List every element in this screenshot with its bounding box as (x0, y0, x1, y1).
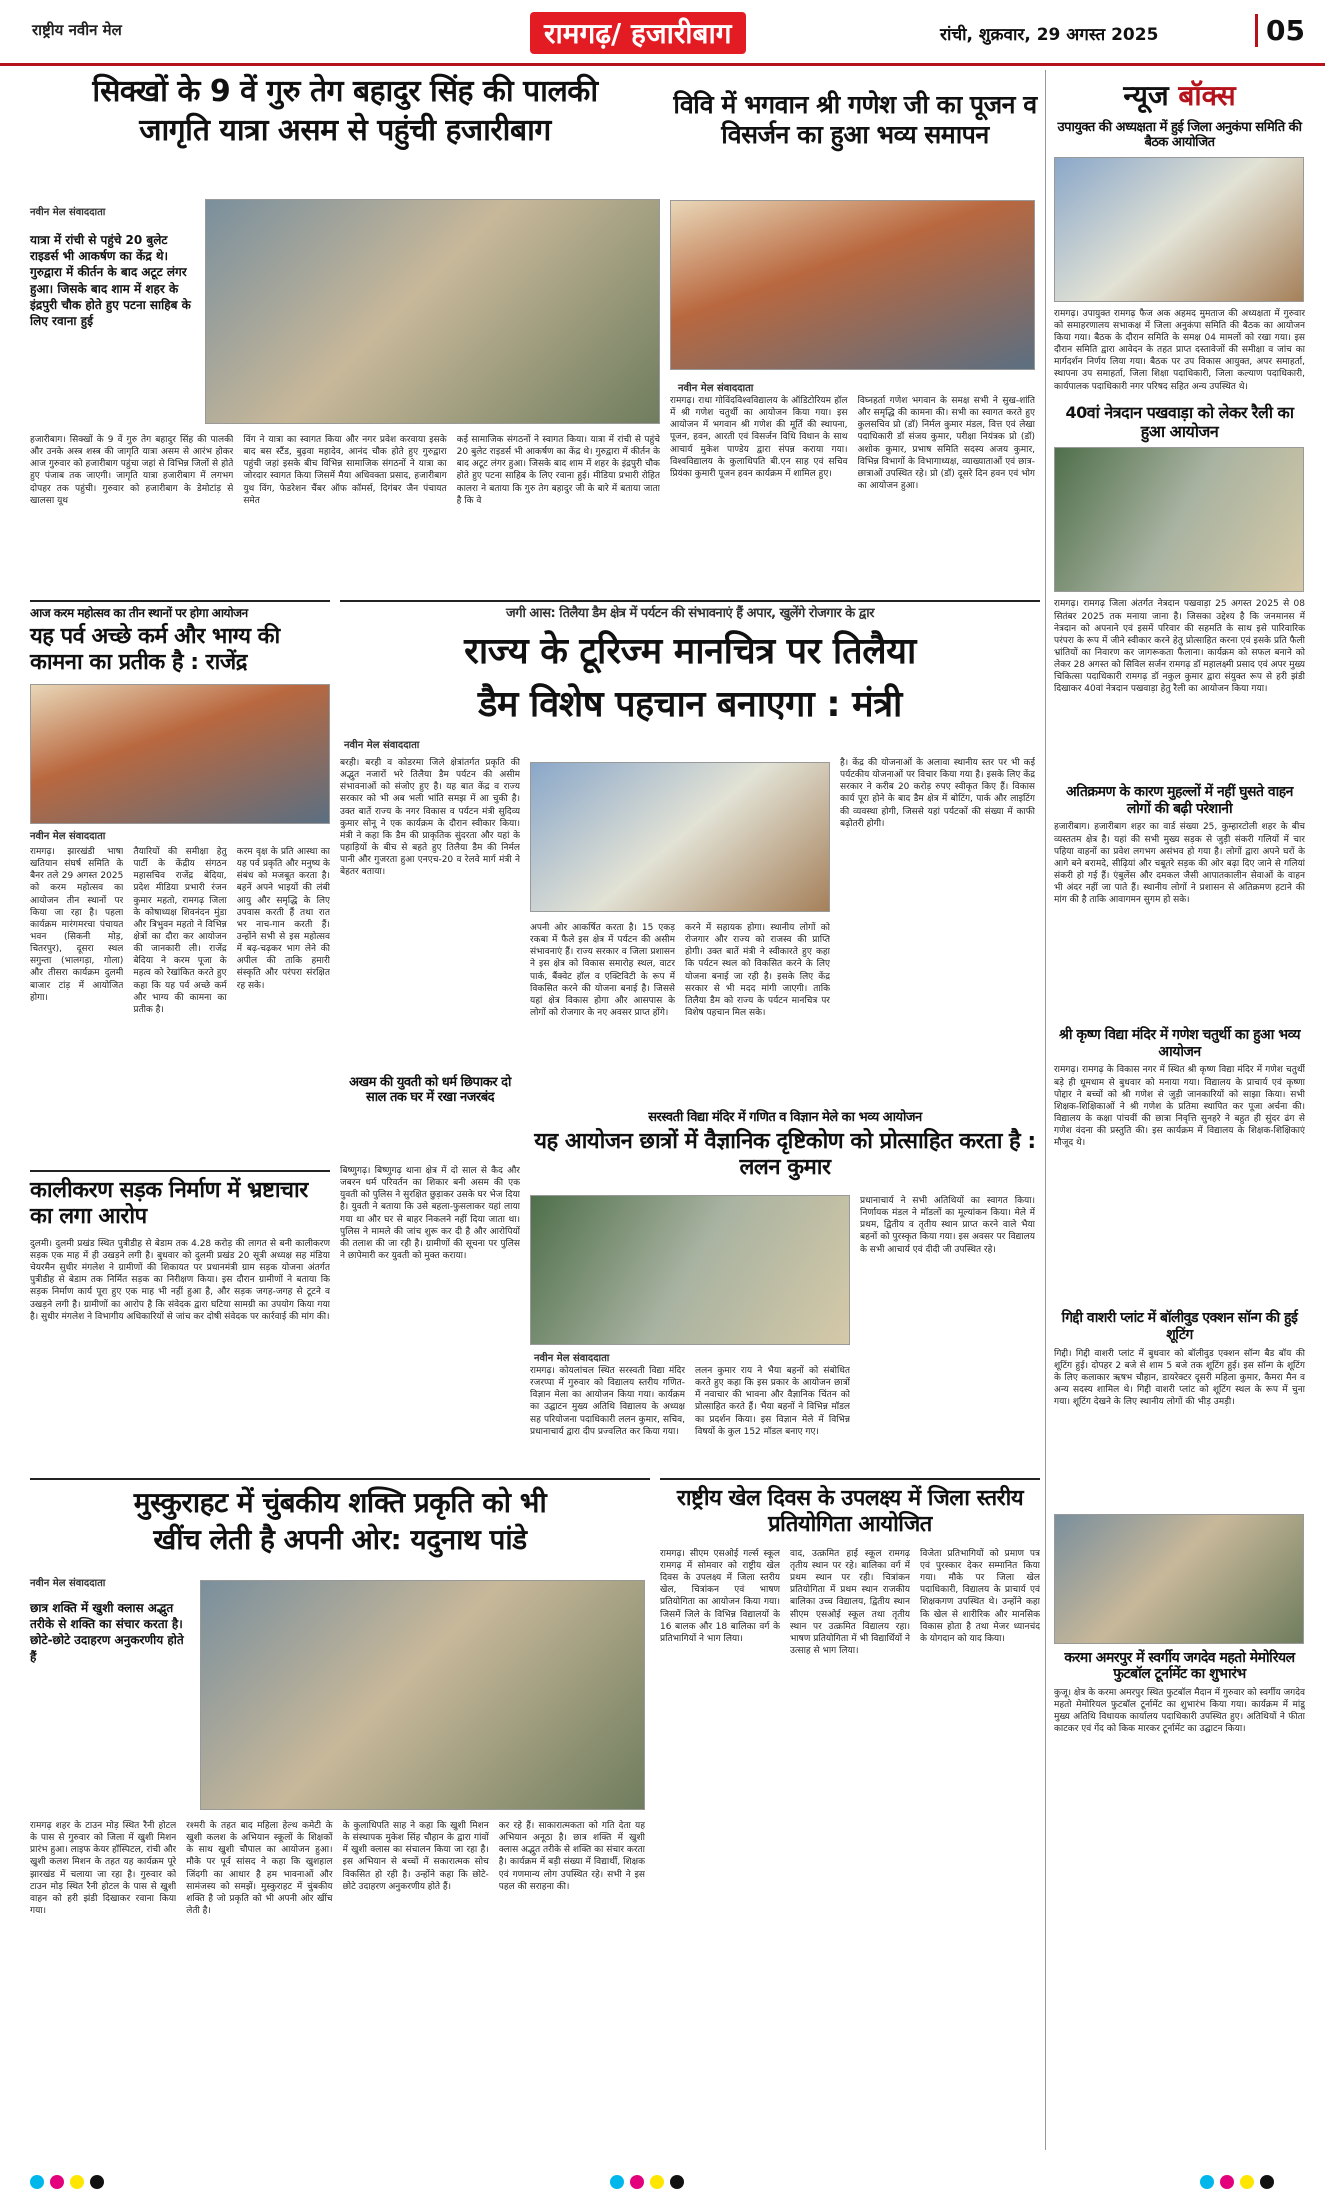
news-photo (200, 1580, 645, 1810)
headline: 40वां नेत्रदान पखवाड़ा को लेकर रैली का हुआ आयोजन (1065, 402, 1294, 441)
headline: अतिक्रमण के कारण मुहल्लों में नहीं घुसते वाहन लोगों की बढ़ी परेशानी (1066, 784, 1293, 817)
registration-dot (1260, 2175, 1274, 2189)
color-registration-marks (1200, 2175, 1274, 2189)
story-body: अपनी ओर आकर्षित करता है। 15 एकड़ रकबा में फैले इस क्षेत्र में पर्यटन की असीम संभावनाएं हैं। राज्य सरकार व जिला प्रशासन ने इस क्षेत्र को विकास समारोह स्थल, वाटर पार्क, बैंक्वेट हॉल व एक्टिविटी के रूप में विकसित करने की योजना बनाई है। जिससे यहां क्षेत्र विकास होगा और आसपास के लोगों को रोजगार के नए अवसर प्राप्त होंगे। करने में सहायक होगा। स्थानीय लोगों को रोजगार और राज्य को राजस्व की प्राप्ति होगी। उक्त बातें मंत्री ने स्वीकारते हुए कहा कि पर्यटन स्थल को विकसित करने के लिए योजना बनाई जा रही है। इसके लिए केंद्र सरकार से भी मदद मांगी जाएगी। ताकि तिलैया डैम को राज्य के पर्यटन मानचित्र पर विशेष पहचान मिल सके। (530, 923, 830, 1018)
story-body: हजारीबाग। हजारीबाग शहर का वार्ड संख्या 25, कुम्हारटोली शहर के बीच व्यस्ततम क्षेत्र है। यहां की सभी मुख्य सड़क से जुड़ी संकरी गलियों में चार पहिया वाहनों का प्रवेश लगभग असंभव हो गया है। लोगों द्वारा अपने घरों के आगे बने बरामदे, सीढ़ियां और चबूतरे सड़क की ओर बढ़ा दिए जाने से गलियां संकरी हो गई हैं। एंबुलेंस और दमकल जैसी आपातकालीन सेवाओं के वाहन भी अंदर नहीं जा पाते हैं। स्थानीय लोगों ने प्रशासन से अतिक्रमण हटाने की मांग की है ताकि आवागमन सुगम हो सके। (1054, 822, 1305, 906)
headline: मुस्कुराहट में चुंबकीय शक्ति प्रकृति को भी (133, 1486, 547, 1519)
story-ganesh-university (670, 90, 1040, 590)
news-photo (670, 200, 1035, 370)
headline: यह पर्व अच्छे कर्म और भाग्य की कामना का प्रतीक है : राजेंद्र (30, 624, 280, 676)
registration-dot (650, 2175, 664, 2189)
dateline: रांची, शुक्रवार, 29 अगस्त 2025 (940, 25, 1159, 45)
byline: नवीन मेल संवाददाता (30, 1578, 106, 1589)
headline: गिद्दी वाशरी प्लांट में बॉलीवुड एक्शन सॉन्ग की हुई शूटिंग (1061, 1310, 1298, 1343)
story-body: कुजू। क्षेत्र के करमा अमरपुर स्थित फुटबॉल मैदान में गुरुवार को स्वर्गीय जगदेव महतो मेमोरियल फुटबॉल टूर्नामेंट का शुभारंभ किया गया। कार्यक्रम में मांडू मुख्य अतिथि विधायक कार्यालय पदाधिकारी उपस्थित हुए। अतिथियों ने फीता काटकर एवं गेंद को किक मारकर टूर्नामेंट का उद्घाटन किया। (1054, 1687, 1305, 1734)
story-road-corruption (30, 1170, 330, 1470)
byline: नवीन मेल संवाददाता (534, 1353, 610, 1364)
kicker: जगी आस: तिलैया डैम क्षेत्र में पर्यटन की संभावनाएं हैं अपार, खुलेंगे रोजगार के द्वार (506, 606, 874, 621)
highlight-box: छात्र शक्ति में खुशी क्लास अद्भुत तरीके से शक्ति का संचार करता है। छोटे-छोटे उदाहरण अनुकरणीय होते हैं (30, 1601, 184, 1664)
headline: राज्य के टूरिज्म मानचित्र पर तिलैया (464, 631, 916, 673)
story-body: दुलमी। दुलमी प्रखंड स्थित पुत्रीडीह से बेडाम तक 4.28 करोड़ की लागत से बनी कालीकरण सड़क एक माह में ही उखड़ने लगी है। बुधवार को दुलमी प्रखंड 20 सूत्री अध्यक्ष सह मंडिया चेयरमैन सुधीर मंगलेश ने ग्रामीणों की शिकायत पर प्रधानमंत्री ग्राम सड़क योजना अंतर्गत पुत्रीडीह से बेडाम तक निर्मित सड़क का निरीक्षण किया। इस दौरान ग्रामीणों ने बताया कि सड़क निर्माण कार्य पूरा हुए एक माह भी नहीं हुआ है, और सड़क जगह-जगह से टूटने व उखड़ने लगी है। ग्रामीणों का आरोप है कि संवेदक द्वारा घटिया सामग्री का उपयोग किया गया है। सुधीर मंगलेश ने विभागीय अधिकारियों से जांच कर दोषी संवेदक पर कार्रवाई की मांग की। (30, 1238, 330, 1322)
registration-dot (50, 2175, 64, 2189)
page-number: 05 (1255, 14, 1305, 47)
story-body: बरही। बरही व कोडरमा जिले क्षेत्रांतर्गत प्रकृति की अद्भुत नजारों भरे तिलैया डैम पर्यटन की असीम संभावनाओं को संजोए हुए है। यह बात केंद्र व राज्य सरकार को भी अब भली भांति समझ में आ चुकी है। उक्त बातें राज्य के नगर विकास व पर्यटन मंत्री सुदिव्य कुमार सोनू ने एक कार्यक्रम के दौरान स्वीकार किया। मंत्री ने कहा कि डैम की प्राकृतिक सुंदरता और यहां के पहाड़ियों के बीच से बहते हुए तिलैया डैम की निर्मल पानी और गुजरता हुआ एनएच-20 व रेलवे मार्ग मंत्री ने बेहतर बताया। (340, 758, 520, 878)
news-photo (205, 199, 660, 424)
story-body: रामगढ़। रामगढ़ के विकास नगर में स्थित श्री कृष्ण विद्या मंदिर में गणेश चतुर्थी बड़े ही धूमधाम से बुधवार को मनाया गया। विद्यालय के प्राचार्य एवं कृष्णा पोद्दार ने बच्चों को श्री गणेश से जुड़ी जानकारियों को साझा किया। सभी शिक्षक-शिक्षिकाओं ने श्री गणेश के प्रतिमा स्थापित कर पूजा अर्चना की। विद्यालय के कक्षा पांचवीं की छात्रा निवृत्ति सुनहरे ने बहुत ही सुंदर ढंग से गणेश वंदना की प्रस्तुति की। इस कार्यक्रम में विद्यालय के शिक्षक-शिक्षिकाएं मौजूद थे। (1054, 1065, 1305, 1149)
highlight-box: यात्रा में रांची से पहुंचे 20 बुलेट राइडर्स भी आकर्षण का केंद्र थे। गुरुद्वारा में कीर्तन के बाद अटूट लंगर हुआ। जिसके बाद शाम में शहर के इंद्रपुरी चौक होते हुए पटना साहिब के लिए रवाना हुई (30, 233, 191, 328)
registration-dot (670, 2175, 684, 2189)
story-body: प्रधानाचार्य ने सभी अतिथियों का स्वागत किया। निर्णायक मंडल ने मॉडलों का मूल्यांकन किया। मेले में प्रथम, द्वितीय व तृतीय स्थान प्राप्त करने वाले भैया बहनों को पुरस्कृत किया गया। इस अवसर पर विद्यालय के सभी आचार्य एवं दीदी जी उपस्थित रहे। (860, 1196, 1035, 1255)
headline: डैम विशेष पहचान बनाएगा : मंत्री (478, 683, 902, 725)
news-box (1045, 70, 1305, 2150)
color-registration-marks (610, 2175, 684, 2189)
news-photo (1054, 1514, 1304, 1644)
headline: यह आयोजन छात्रों में वैज्ञानिक दृष्टिकोण को प्रोत्साहित करता है : ललन कुमार (534, 1129, 1036, 1181)
byline: नवीन मेल संवाददाता (678, 383, 754, 394)
headline: अखम की युवती को धर्म छिपाकर दो साल तक घर में रखा नजरबंद (349, 1075, 511, 1106)
news-photo (530, 1195, 850, 1345)
registration-dot (1240, 2175, 1254, 2189)
byline: नवीन मेल संवाददाता (30, 207, 106, 218)
registration-dot (30, 2175, 44, 2189)
news-photo (530, 762, 830, 912)
headline: करमा अमरपुर में स्वर्गीय जगदेव महतो मेमोरियल फुटबॉल टूर्नामेंट का शुभारंभ (1064, 1649, 1295, 1683)
story-body: है। केंद्र की योजनाओं के अलावा स्थानीय स्तर पर भी कई पर्यटकीय योजनाओं पर विचार किया गया है। इसके लिए केंद्र सरकार ने करीब 20 करोड़ रुपए स्वीकृत किए हैं। विकास कार्य पूरा होने के बाद डैम क्षेत्र में बोटिंग, पार्क और लाइटिंग की व्यवस्था होगी, जिससे यहां पर्यटकों की संख्या में काफी बढ़ोतरी होगी। (840, 758, 1035, 829)
news-photo (1054, 447, 1304, 592)
story-science-fair (530, 1110, 1040, 1470)
registration-dot (1200, 2175, 1214, 2189)
headline: विवि में भगवान श्री गणेश जी का पूजन व विसर्जन का हुआ भव्य समापन (673, 90, 1037, 149)
byline: नवीन मेल संवाददाता (344, 740, 420, 751)
masthead (0, 0, 1325, 66)
registration-dot (630, 2175, 644, 2189)
news-photo (30, 684, 330, 824)
news-box-title: न्यूज (1123, 79, 1179, 112)
story-karam-festival (30, 600, 330, 1160)
story-body: रामगढ़। राधा गोविंदविश्वविद्यालय के ऑडिटोरियम हॉल में श्री गणेश चतुर्थी का आयोजन किया गया। इस आयोजन में भगवान श्री गणेश की मूर्ति की स्थापना, पूजन, हवन, आरती एवं विसर्जन विधि विधान के साथ आचार्य मुकेश पाण्डेय द्वारा संपन्न कराया गया। विश्वविद्यालय के कुलाधिपति बी.एन साह एवं सचिव प्रियंका कुमारी पूजन हवन कार्यक्रम में शामिल हुए। विघ्नहर्ता गणेश भगवान के समक्ष सभी ने सुख-शांति और समृद्धि की कामना की। सभी का स्वागत करते हुए कुलसचिव प्रो (डॉ) निर्मल कुमार मंडल, वित्त एवं लेखा पदाधिकारी डॉ संजय कुमार, परीक्षा नियंत्रक प्रो (डॉ) अशोक कुमार, प्रभाष समिति सदस्य अजय कुमार, विभिन्न विभागों के विभागाध्यक्ष, व्याख्याताओं एवं छात्र-छात्राओं उपस्थित रहे। प्रो (डॉ) दूसरे दिन हवन एवं भोग का आयोजन हुआ। (670, 396, 1035, 491)
story-smile-power (30, 1478, 650, 2128)
headline: उपायुक्त की अध्यक्षता में हुई जिला अनुकंपा समिति की बैठक आयोजित (1057, 120, 1302, 151)
headline: राष्ट्रीय खेल दिवस के उपलक्ष्य में जिला स्तरीय प्रतियोगिता आयोजित (676, 1486, 1024, 1537)
section-name: रामगढ़/ हजारीबाग (530, 12, 746, 54)
headline: श्री कृष्ण विद्या मंदिर में गणेश चतुर्थी का हुआ भव्य आयोजन (1058, 1027, 1300, 1060)
story-body: रामगढ़ शहर के टाउन मोड़ स्थित रैनी होटल के पास से गुरुवार को जिला में खुशी मिशन प्रारंभ हुआ। लाइफ केयर हॉस्पिटल, रांची और खुशी कलश मिशन के तहत यह कार्यक्रम पूरे झारखंड में चलाया जा रहा है। गुरुवार को टाउन मोड़ स्थित रैनी होटल के पास से खुशी वाहन को हरी झंडी दिखाकर रवाना किया गया। रश्मरी के तहत बाद महिला हेल्थ कमेटी के खुशी कलश के अभियान स्कूलों के शिक्षकों के साथ खुशी चौपाल का आयोजन हुआ। मौके पर पूर्व सांसद ने कहा कि खुशहाल जिंदगी का आधार है हम भावनाओं और सामंजस्य को समझें। मुस्कुराहट में चुंबकीय शक्ति है जो प्रकृति को भी अपनी ओर खींच लेती है। के कुलाधिपति साह ने कहा कि खुशी मिशन के संस्थापक मुकेश सिंह चौहान के द्वारा गांवों में खुशी क्लास का संचालन किया जा रहा है। इस अभियान से बच्चों में सकारात्मक सोच विकसित हो रही है। उन्होंने कहा कि छोटे-छोटे उदाहरण अनुकरणीय होते हैं। कर रहे हैं। साकारात्मकता को गति देता यह अभियान अनूठा है। छात्र शक्ति में खुशी क्लास अद्भुत तरीके से शक्ति का संचार करता है। कार्यक्रम में बड़ी संख्या में विद्यार्थी, शिक्षक एवं गणमान्य लोग उपस्थित रहे। सभी ने इस पहल की सराहना की। (30, 1821, 645, 1916)
story-body: रामगढ़। कोयलांचल स्थित सरस्वती विद्या मंदिर रजरप्पा में गुरुवार को विद्यालय स्तरीय गणित-विज्ञान मेला का आयोजन किया गया। कार्यक्रम का उद्घाटन मुख्य अतिथि विद्यालय के अध्यक्ष सह परियोजना पदाधिकारी ललन कुमार, सचिव, प्रधानाचार्य द्वारा दीप प्रज्वलित कर किया गया। ललन कुमार राय ने भैया बहनों को संबोधित करते हुए कहा कि इस प्रकार के आयोजन छात्रों में नवाचार की भावना और वैज्ञानिक चिंतन को प्रोत्साहित करते हैं। भैया बहनों ने विभिन्न मॉडल का प्रदर्शन किया। इस विज्ञान मेले में विभिन्न विषयों के कुल 152 मॉडल बनाए गए। (530, 1366, 850, 1437)
paper-logo: राष्ट्रीय नवीन मेल (32, 21, 122, 39)
pre-headline: आज करम महोत्सव का तीन स्थानों पर होगा आयोजन (30, 606, 248, 620)
byline: नवीन मेल संवाददाता (30, 831, 106, 843)
headline: सिक्खों के 9 वें गुरु तेग बहादुर सिंह की पालकी (92, 74, 598, 109)
headline: जागृति यात्रा असम से पहुंची हजारीबाग (139, 113, 551, 149)
registration-dot (1220, 2175, 1234, 2189)
registration-dot (610, 2175, 624, 2189)
news-box-title-accent: बॉक्स (1178, 79, 1236, 112)
registration-dot (70, 2175, 84, 2189)
story-body: रामगढ़। उपायुक्त रामगढ़ फैज अक अहमद मुमताज की अध्यक्षता में गुरुवार को समाहरणालय सभाकक्ष में जिला अनुकंपा समिति की बैठक का आयोजन किया गया। बैठक के दौरान समिति के समक्ष 04 मामलों को रखा गया। इस दौरान समिति द्वारा आवेदन के तहत प्राप्त दस्तावेजों की समीक्षा व जांच का मार्गदर्शन निर्णय लिया गया। बैठक पर उप विकास आयुक्त, अपर समाहर्ता, स्थापना उप समाहर्ता, जिला शिक्षा पदाधिकारी, जिला कल्याण पदाधिकारी, कार्यपालक पदाधिकारी नगर परिषद सहित अन्य उपस्थित थे। (1054, 308, 1305, 392)
story-body: हजारीबाग। सिक्खों के 9 वें गुरु तेग बहादुर सिंह की पालकी और उनके अस्त्र शस्त्र की जागृति यात्रा असम से आरंभ होकर आज गुरुवार को हजारीबाग पहुंचा जहां से विभिन्न जिलों से होते हुए पंजाब तक जाएगी। जागृति यात्रा हजारीबाग में लगभग दोपहर तक पहुंची। गुरुवार को हजारीबाग के डेमोटांड़ से खालसा यूथ विंग ने यात्रा का स्वागत किया और नगर प्रवेश करवाया इसके बाद बस स्टैंड, बुढ़वा महादेव, आनंद चौक होते हुए गुरुद्वारा पहुंची जहां इसके बीच विभिन्न सामाजिक संगठनों ने यात्रा का जोरदार स्वागत किया जिसमें मैया अधिवक्ता प्रसाद, हजारीबाग युथ विंग, फेडरेशन चैंबर ऑफ कॉमर्स, दिगंबर जैन पंचायत समेत कई सामाजिक संगठनों ने स्वागत किया। यात्रा में रांची से पहुंचे 20 बुलेट राइडर्स भी आकर्षण का केंद्र थे। गुरुद्वारा में कीर्तन के बाद अटूट लंगर हुआ। जिसके बाद शाम में शहर के इंद्रपुरी चौक होते हुए पटना साहिब के लिए रवाना हुई। मीडिया प्रभारी रोहित कालरा ने बताया कि गुरु तेग बहादुर जी के बारे में बताया जाता है कि वे (30, 435, 660, 506)
headline: कालीकरण सड़क निर्माण में भ्रष्टाचार का लगा आरोप (30, 1178, 308, 1229)
story-guru-palki (30, 74, 660, 594)
story-body: रामगढ़। सीएम एसओई गर्ल्स स्कूल रामगढ़ में सोमवार को राष्ट्रीय खेल दिवस के उपलक्ष्य में जिला स्तरीय खेल, चित्रांकन एवं भाषण प्रतियोगिता का आयोजन किया गया। जिसमें जिले के विभिन्न विद्यालयों के 16 बालक और 18 बालिका वर्ग के प्रतिभागियों ने भाग लिया। वाद, उत्क्रमित हाई स्कूल रामगढ़ तृतीय स्थान पर रहे। बालिका वर्ग में प्रथम स्थान पर रही। चित्रांकन प्रतियोगिता में प्रथम स्थान राजकीय बालिका उच्च विद्यालय, द्वितीय स्थान सीएम एसओई स्कूल तथा तृतीय स्थान पर उत्क्रमित विद्यालय रहा। भाषण प्रतियोगिता में भी विद्यार्थियों ने उत्साह से भाग लिया। विजेता प्रतिभागियों को प्रमाण पत्र एवं पुरस्कार देकर सम्मानित किया गया। मौके पर जिला खेल पदाधिकारी, विद्यालय के प्राचार्य एवं शिक्षकगण उपस्थित थे। उन्होंने कहा कि खेल से शारीरिक और मानसिक विकास होता है तथा मेजर ध्यानचंद के योगदान को याद किया। (660, 1548, 1040, 1657)
news-photo (1054, 157, 1304, 302)
story-body: रामगढ़। झारखंडी भाषा खतियान संघर्ष समिति के बैनर तले 29 अगस्त 2025 को करम महोत्सव का आयोजन तीन स्थानों पर किया जा रहा है। पहला कार्यक्रम मारंगमरचा पंचायत भवन (सिकनी मोड़, चितरपुर), दूसरा स्थल सगुन्ता (भालगड़ा, गोला) और तीसरा कार्यक्रम दुलमी बाजार टांड़ में आयोजित होगा। तैयारियों की समीक्षा हेतु पार्टी के केंद्रीय संगठन महासचिव राजेंद्र बेदिया, प्रदेश मीडिया प्रभारी रंजन कुमार महतो, रामगढ़ जिला के कोषाध्यक्ष शिवनंदन मुंडा और त्रिभुवन महतो ने विभिन्न क्षेत्रों का दौरा कर आयोजन की जानकारी ली। राजेंद्र बेदिया ने करम पूजा के महत्व को रेखांकित करते हुए कहा कि यह पर्व अच्छे कर्म और भाग्य की कामना का प्रतीक है। करम वृक्ष के प्रति आस्था का यह पर्व प्रकृति और मनुष्य के संबंध को मजबूत करता है। बहनें अपने भाइयों की लंबी आयु और समृद्धि के लिए उपवास करती हैं तथा रात भर नाच-गान करती हैं। उन्होंने सभी से इस महोत्सव में बढ़-चढ़कर भाग लेने की अपील की ताकि हमारी संस्कृति और परंपरा संरक्षित रह सके। (30, 847, 330, 1015)
story-body: रामगढ़। रामगढ़ जिला अंतर्गत नेत्रदान पखवाड़ा 25 अगस्त 2025 से 08 सितंबर 2025 तक मनाया जाना है। जिसका उद्देश्य है कि जनमानस में नेत्रदान को अपनाने एवं इसमें परिवार की सहमति के साथ इसे पारिवारिक परंपरा के रूप में जीने स्वीकार करने हेतु प्रोत्साहित करना एवं इसके प्रति फैली भ्रांतियों का निवारण कर जागरूकता फैलाना। कार्यक्रम को सफल बनाने को लेकर 28 अगस्त को सिविल सर्जन रामगढ़ डॉ महालक्ष्मी प्रसाद एवं अपर मुख्य चिकित्सा पदाधिकारी रामगढ़ डॉ नकुल कुमार द्वारा संयुक्त रूप से हरी झंडी दिखाकर 40वां नेत्रदान पखवाड़ा हेतु रैली का आयोजन किया गया। (1054, 599, 1305, 695)
story-sports-day (660, 1478, 1040, 2128)
headline: खींच लेती है अपनी ओर: यदुनाथ पांडे (153, 1523, 527, 1557)
story-body: बिष्णुगढ़। बिष्णुगढ़ थाना क्षेत्र में दो साल से कैद और जबरन धर्म परिवर्तन का शिकार बनी असम की एक युवती को पुलिस ने सुरक्षित छुड़ाकर उसके घर भेज दिया है। युवती ने बताया कि उसे बहला-फुसलाकर यहां लाया गया था और घर से बाहर निकलने नहीं दिया जाता था। पुलिस ने मामले की जांच शुरू कर दी है और आरोपियों की तलाश की जा रही है। ग्रामीणों की सूचना पर पुलिस ने छापेमारी कर युवती को मुक्त कराया। (340, 1166, 520, 1261)
registration-dot (90, 2175, 104, 2189)
kicker: सरस्वती विद्या मंदिर में गणित व विज्ञान मेले का भव्य आयोजन (648, 1110, 922, 1125)
color-registration-marks (30, 2175, 104, 2189)
story-body: गिद्दी। गिद्दी वाशरी प्लांट में बुधवार को बॉलीवुड एक्शन सॉन्ग बैड बॉय की शूटिंग हुई। दोपहर 2 बजे से शाम 5 बजे तक शूटिंग हुई। इस सॉन्ग के शूटिंग के लिए कलाकार ऋषभ चौहान, डायरेक्टर दूसरी महिला कुमार, कैमरा मैन व अन्य सदस्य शामिल थे। गिद्दी वाशरी प्लांट को शूटिंग स्थल के रूप में चुना गया। शूटिंग देखने के लिए स्थानीय लोगों की भीड़ उमड़ी। (1054, 1348, 1305, 1408)
